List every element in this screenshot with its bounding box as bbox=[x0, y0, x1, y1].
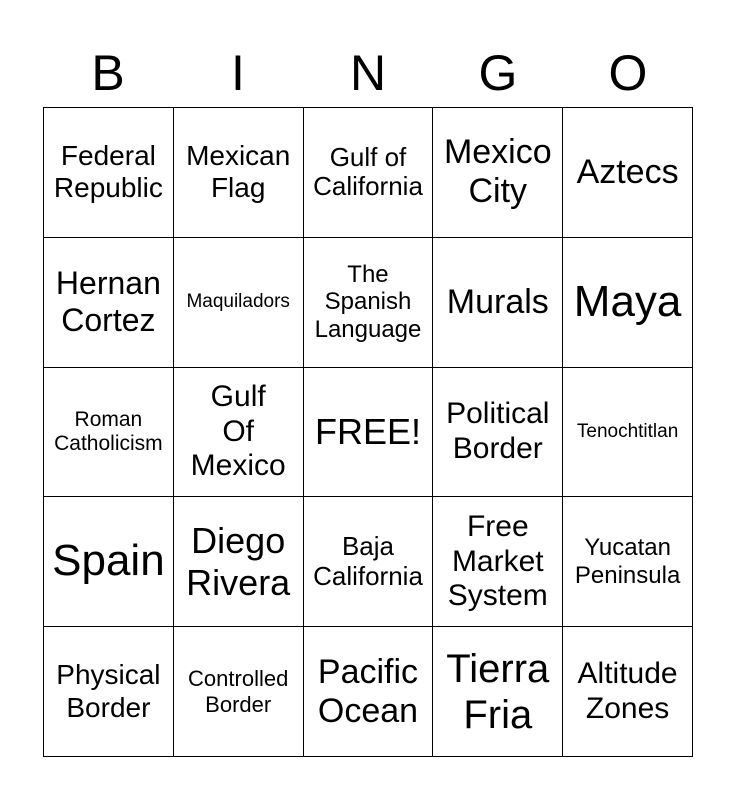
bingo-cell[interactable] bbox=[433, 108, 563, 238]
bingo-cell-label: Mexico City bbox=[443, 133, 552, 211]
bingo-cell-label: Federal Republic bbox=[53, 140, 163, 204]
bingo-cell-label: Physical Border bbox=[56, 659, 161, 723]
bingo-cell[interactable] bbox=[433, 238, 563, 368]
header-letter-o: O bbox=[608, 45, 648, 101]
bingo-cell-label: Murals bbox=[446, 282, 549, 321]
bingo-cell-label: Roman Catholicism bbox=[54, 407, 163, 455]
bingo-cell[interactable] bbox=[433, 368, 563, 498]
bingo-cell[interactable] bbox=[174, 108, 304, 238]
bingo-cell[interactable] bbox=[44, 627, 174, 757]
header-letter-g: G bbox=[478, 45, 518, 101]
bingo-cell[interactable] bbox=[563, 497, 693, 627]
bingo-cell[interactable] bbox=[174, 368, 304, 498]
bingo-cell[interactable] bbox=[44, 497, 174, 627]
bingo-board bbox=[43, 107, 693, 757]
bingo-header bbox=[43, 40, 693, 106]
bingo-cell[interactable] bbox=[304, 627, 434, 757]
bingo-cell[interactable] bbox=[563, 627, 693, 757]
header-letter-i: I bbox=[231, 45, 245, 101]
bingo-cell-label: Diego Rivera bbox=[186, 520, 291, 603]
header-letter-b: B bbox=[91, 45, 125, 101]
bingo-cell[interactable] bbox=[304, 108, 434, 238]
bingo-cell[interactable] bbox=[304, 368, 434, 498]
bingo-cell-label: Aztecs bbox=[576, 152, 679, 191]
bingo-cell-label: Political Border bbox=[446, 397, 550, 465]
bingo-cell[interactable] bbox=[174, 627, 304, 757]
bingo-cell-label: Spain bbox=[52, 536, 165, 586]
bingo-cell-label: Free Market System bbox=[447, 510, 548, 613]
bingo-cell[interactable] bbox=[563, 368, 693, 498]
bingo-cell-label: Gulf Of Mexico bbox=[190, 380, 286, 483]
bingo-cell[interactable] bbox=[44, 368, 174, 498]
bingo-cell-label: Baja California bbox=[313, 530, 423, 591]
bingo-cell-label: Yucatan Peninsula bbox=[574, 534, 681, 589]
bingo-cell-label: Mexican Flag bbox=[186, 140, 291, 204]
bingo-cell-label: Gulf of California bbox=[313, 141, 423, 202]
bingo-cell[interactable] bbox=[563, 238, 693, 368]
bingo-cell-label: The Spanish Language bbox=[314, 260, 422, 343]
bingo-cell[interactable] bbox=[433, 627, 563, 757]
header-letter-n: N bbox=[349, 45, 387, 101]
bingo-cell[interactable] bbox=[44, 238, 174, 368]
bingo-cell[interactable] bbox=[44, 108, 174, 238]
bingo-cell[interactable] bbox=[433, 497, 563, 627]
bingo-cell-label: Maya bbox=[573, 276, 682, 326]
bingo-cell[interactable] bbox=[174, 497, 304, 627]
bingo-cell-label: Maquiladors bbox=[186, 291, 290, 313]
bingo-cell[interactable] bbox=[304, 238, 434, 368]
bingo-cell[interactable] bbox=[563, 108, 693, 238]
bingo-cell[interactable] bbox=[304, 497, 434, 627]
bingo-cell-label: Tenochtitlan bbox=[576, 421, 679, 443]
bingo-cell-label: Controlled Border bbox=[188, 666, 289, 717]
bingo-cell-label: Tierra Fria bbox=[446, 646, 550, 737]
bingo-cell-label: FREE! bbox=[314, 411, 421, 453]
bingo-cell-label: Pacific Ocean bbox=[317, 652, 419, 730]
bingo-cell-label: Altitude Zones bbox=[577, 657, 678, 725]
bingo-cell-label: Hernan Cortez bbox=[55, 265, 161, 339]
bingo-cell[interactable] bbox=[174, 238, 304, 368]
